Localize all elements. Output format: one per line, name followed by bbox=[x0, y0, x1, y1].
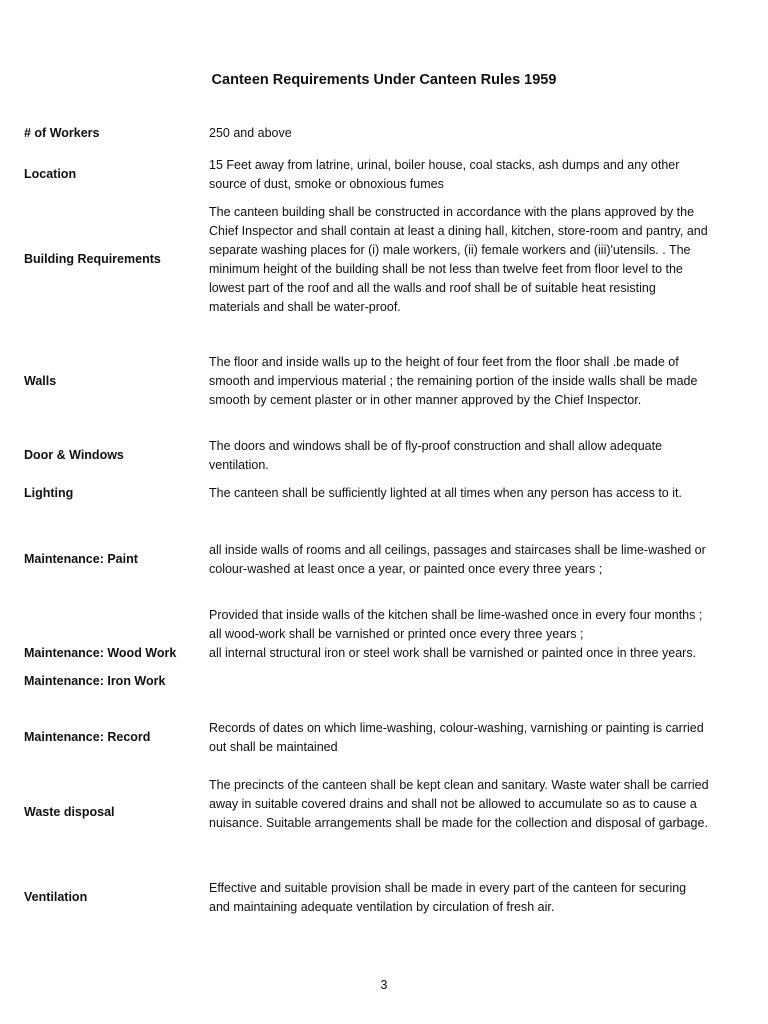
label-maintenance-wood: Maintenance: Wood Work bbox=[24, 646, 177, 660]
value-maintenance-record: Records of dates on which lime‐washing, colour‐washing, varnishing or painting is carried out shall be maintained bbox=[209, 721, 704, 754]
maintenance-wood-line: all wood‐work shall be varnished or printed once every three years ; bbox=[209, 627, 584, 641]
page-title: Canteen Requirements Under Canteen Rules 1959 bbox=[211, 72, 557, 88]
value-maintenance-wood-iron bbox=[209, 606, 709, 663]
label-workers: # of Workers bbox=[24, 126, 100, 140]
label-doors-windows: Door & Windows bbox=[24, 448, 124, 462]
value-lighting: The canteen shall be sufficiently lighted at all times when any person has access to it. bbox=[209, 486, 682, 500]
value-waste-disposal: The precincts of the canteen shall be kept clean and sanitary. Waste water shall be carried away in suitable covered drains and shall not be allowed to accumulate so as to cause a nuisance. Suitable arrangements shall be made for the collection and disposal of garbage. bbox=[209, 778, 709, 830]
label-ventilation: Ventilation bbox=[24, 890, 88, 904]
label-building: Building Requirements bbox=[24, 252, 161, 266]
maintenance-kitchen-line: Provided that inside walls of the kitchen shall be lime‐washed once in every four months ; bbox=[209, 608, 703, 622]
label-maintenance-record: Maintenance: Record bbox=[24, 730, 151, 744]
label-maintenance-paint: Maintenance: Paint bbox=[24, 552, 138, 566]
page-number: 3 bbox=[380, 978, 388, 992]
value-walls: The floor and inside walls up to the height of four feet from the floor shall .be made of smooth and impervious material ; the remaining portion of the inside walls shall be made smooth by cement plaster or in other manner approved by the Chief Inspector. bbox=[209, 355, 698, 407]
label-location: Location bbox=[24, 167, 77, 181]
maintenance-iron-line: all internal structural iron or steel work shall be varnished or painted once in three years. bbox=[209, 646, 697, 660]
label-walls: Walls bbox=[24, 374, 57, 388]
label-waste-disposal: Waste disposal bbox=[24, 805, 115, 819]
value-maintenance-paint: all inside walls of rooms and all ceilings, passages and staircases shall be lime‐washed or colour‐washed at least once a year, or painted once every three years ; bbox=[209, 543, 706, 576]
value-location: 15 Feet away from latrine, urinal, boiler house, coal stacks, ash dumps and any other source of dust, smoke or obnoxious fumes bbox=[209, 158, 680, 191]
value-ventilation: Effective and suitable provision shall be made in every part of the canteen for securing and maintaining adequate ventilation by circulation of fresh air. bbox=[209, 881, 687, 914]
value-workers: 250 and above bbox=[209, 126, 292, 140]
value-doors-windows: The doors and windows shall be of fly‐proof construction and shall allow adequate ventilation. bbox=[209, 439, 663, 472]
label-lighting: Lighting bbox=[24, 486, 74, 500]
label-maintenance-iron: Maintenance: Iron Work bbox=[24, 674, 166, 688]
value-building: The canteen building shall be constructed in accordance with the plans approved by the Chief Inspector and shall contain at least a dining hall, kitchen, store‐room and pantry, and separate washing places for (i) male workers, (ii) female workers and (iii)'utensils. . The minimum height of the building shall be not less than twelve feet from floor level to the lowest part of the roof and all the walls and roof shall be of suitable heat resisting materials and shall be water‐proof. bbox=[209, 205, 708, 314]
